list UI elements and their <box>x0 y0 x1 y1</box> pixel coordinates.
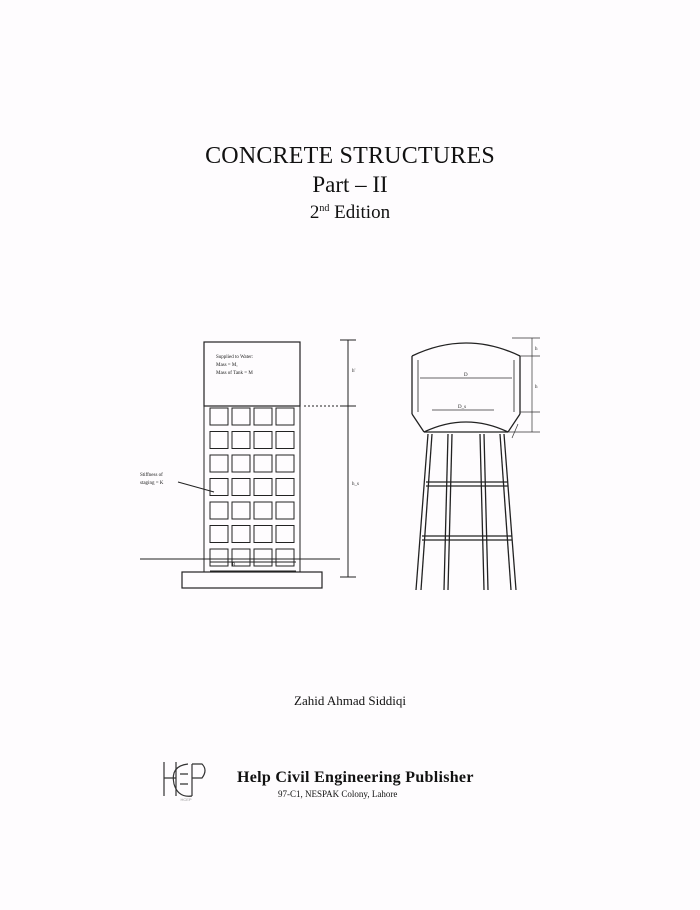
frame-panel <box>210 432 228 449</box>
frame-panel <box>254 502 272 519</box>
frame-panel <box>232 502 250 519</box>
frame-panel <box>276 455 294 472</box>
frame-panel <box>254 408 272 425</box>
frame-panel <box>276 408 294 425</box>
frame-panel <box>276 502 294 519</box>
right-dia2-label: D_s <box>458 405 467 410</box>
intze-cone <box>412 414 520 432</box>
dim-h-label: h' <box>352 369 356 374</box>
edition-number: 2 <box>309 202 320 223</box>
frame-panel <box>254 549 272 566</box>
right-mid-label: h <box>535 385 538 390</box>
frame-panel <box>276 479 294 496</box>
edition-suffix: nd <box>319 203 330 214</box>
frame-panel <box>254 455 272 472</box>
stiffness-line-1: Stiffness of <box>140 473 163 478</box>
author-name: Zahid Ahmad Siddiqi <box>294 693 406 708</box>
frame-panel <box>232 479 250 496</box>
frame-panel <box>210 408 228 425</box>
stiffness-line-2: staging = K <box>140 481 164 486</box>
publisher-name: Help Civil Engineering Publisher <box>237 769 474 786</box>
logo-text: HCEP <box>180 797 192 802</box>
book-part: Part – II <box>312 172 388 197</box>
intze-staging <box>416 434 516 590</box>
publisher-logo <box>158 758 214 802</box>
left-tank-text <box>216 355 253 376</box>
right-top-label: h <box>535 347 538 352</box>
frame-panel <box>232 455 250 472</box>
right-dia-label: D <box>464 373 468 378</box>
frame-panel <box>210 526 228 543</box>
frame-panel <box>210 502 228 519</box>
dim-b-label: B <box>232 563 236 568</box>
frame-panel <box>210 479 228 496</box>
tank-text-line-2: Mass = M, <box>216 363 238 368</box>
edition-word: Edition <box>334 202 391 223</box>
frame-panel <box>254 479 272 496</box>
left-frame <box>204 406 300 572</box>
publisher-address: 97-C1, NESPAK Colony, Lahore <box>278 789 398 799</box>
dim-hs-label: h_s <box>352 482 359 487</box>
frame-panel <box>276 526 294 543</box>
frame-panel <box>232 432 250 449</box>
tank-text-line-3: Mass of Tank = M <box>216 371 253 376</box>
frame-panel <box>276 549 294 566</box>
footing <box>182 572 322 588</box>
frame-panel <box>232 408 250 425</box>
book-title: CONCRETE STRUCTURES <box>205 143 495 169</box>
frame-panel <box>210 549 228 566</box>
frame-panels <box>210 408 294 566</box>
tank-text-line-1: Supplied to Water: <box>216 355 254 360</box>
frame-panel <box>232 526 250 543</box>
intze-bottom <box>424 422 508 432</box>
intze-dome <box>412 343 520 356</box>
frame-panel <box>254 526 272 543</box>
frame-panel <box>276 432 294 449</box>
frame-panel <box>254 432 272 449</box>
frame-panel <box>210 455 228 472</box>
